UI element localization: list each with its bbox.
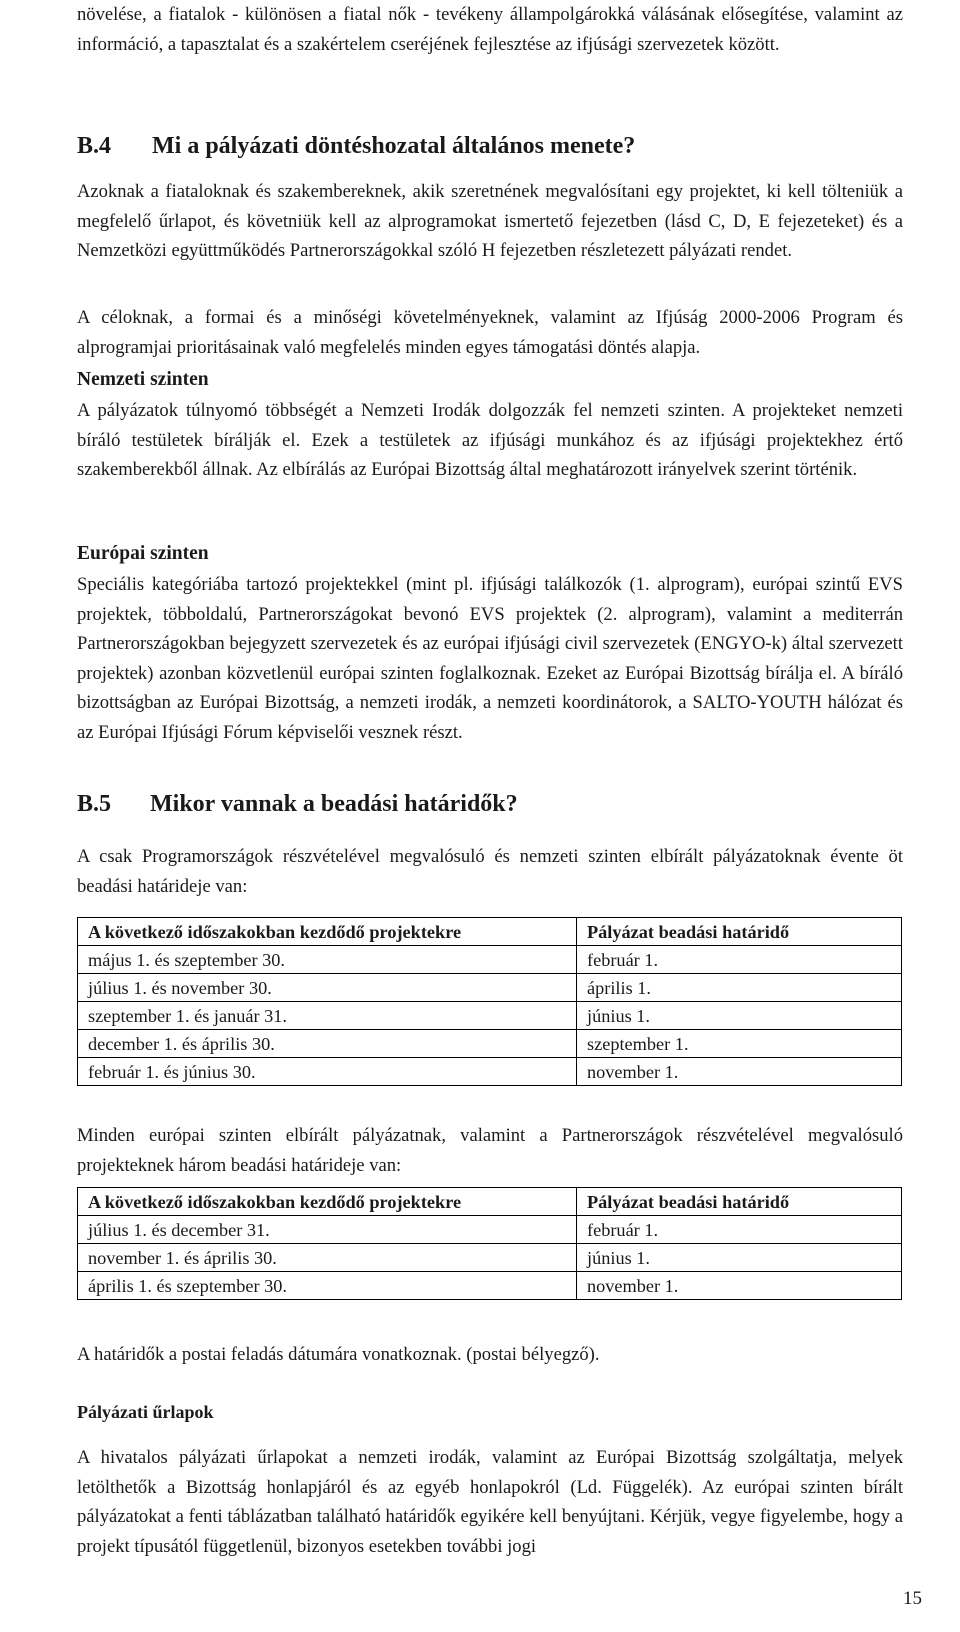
- table-cell: február 1.: [577, 946, 902, 974]
- section-b5-heading: [77, 789, 518, 819]
- table-header-cell: Pályázat beadási határidő: [577, 1188, 902, 1216]
- postmark-note: A határidők a postai feladás dátumára vonatkoznak. (postai bélyegző).: [77, 1344, 600, 1365]
- table-header-cell: A következő időszakokban kezdődő projektekre: [78, 918, 577, 946]
- national-level-paragraph: A pályázatok túlnyomó többségét a Nemzeti Irodák dolgozzák fel nemzeti szinten. A projekteket nemzeti bíráló testületek bírálják el. Ezek a testületek az ifjúsági munkához és az ifjúsági projektekhez értő szakemberekből állnak. Az elbírálás az Európai Bizottság által meghatározott irányelvek szerint történik.: [77, 400, 903, 480]
- deadline-table-national: [77, 917, 902, 1086]
- table-cell: július 1. és december 31.: [78, 1216, 577, 1244]
- table-header-row: [78, 918, 902, 946]
- section-b4-heading: [77, 131, 635, 161]
- table-row: [78, 1244, 902, 1272]
- table-row: [78, 946, 902, 974]
- table-row: [78, 1058, 902, 1086]
- deadline-table-european: [77, 1187, 902, 1300]
- b4-paragraph-2: A céloknak, a formai és a minőségi követelményeknek, valamint az Ifjúság 2000-2006 Program és alprogramjai prioritásainak való megfelelés minden egyes támogatási döntés alapja.: [77, 307, 903, 358]
- table-row: [78, 1030, 902, 1058]
- intro-tail-paragraph: növelése, a fiatalok - különösen a fiatal nők - tevékeny állampolgárokká válásának elősegítése, valamint az információ, a tapasztalat és a szakértelem cseréjének fejlesztése az ifjúsági szervezetek között.: [77, 4, 903, 55]
- table-cell: november 1.: [577, 1058, 902, 1086]
- table-cell: június 1.: [577, 1244, 902, 1272]
- table-cell: június 1.: [577, 1002, 902, 1030]
- table-cell: szeptember 1. és január 31.: [78, 1002, 577, 1030]
- application-forms-heading: Pályázati űrlapok: [77, 1402, 214, 1422]
- section-b5-number: B.5: [77, 791, 112, 817]
- b5-intro-1: A csak Programországok részvételével megvalósuló és nemzeti szinten elbírált pályázatoknak évente öt beadási határideje van:: [77, 846, 903, 897]
- table-cell: április 1.: [577, 974, 902, 1002]
- b4-paragraph-1: Azoknak a fiataloknak és szakembereknek, akik szeretnének megvalósítani egy projektet, ki kell tölteniük a megfelelő űrlapot, és követniük kell az alprogramokat ismertető fejezetben (lásd C, D, E fejezeteket) és a Nemzetközi együttműködés Partnerországokkal szóló H fejezetben részletezett pályázati rendet.: [77, 181, 903, 261]
- european-level-paragraph: Speciális kategóriába tartozó projektekkel (mint pl. ifjúsági találkozók (1. alprogram), európai szintű EVS projektek, többoldalú, Partnerországokat bevonó EVS projektek (2. alprogram), valamint a mediterrán Partnerországokban bejegyzett szervezetek és az európai ifjúsági civil szervezetek (ENGYO-k) által szervezett projektek) azonban közvetlenül európai szinten foglalkoznak. Ezeket az Európai Bizottság bírálja el. A bíráló bizottságban az Európai Bizottság, a nemzeti irodák, a nemzeti koordinátorok, a SALTO-YOUTH hálózat és az Európai Ifjúsági Fórum képviselői vesznek részt.: [77, 574, 903, 743]
- table-row: [78, 1272, 902, 1300]
- section-b4-title: Mi a pályázati döntéshozatal általános menete?: [152, 133, 636, 159]
- application-forms-paragraph: A hivatalos pályázati űrlapokat a nemzeti irodák, valamint az Európai Bizottság szolgáltatja, melyek letölthetők a Bizottság honlapjáról és az egyéb honlapokról (Ld. Függelék). Az európai szinten bírált pályázatokat a fenti táblázatban található határidők egyikére kell benyújtani. Kérjük, vegye figyelembe, hogy a projekt típusától függetlenül, bizonyos esetekben további jogi: [77, 1447, 903, 1557]
- table-header-cell: A következő időszakokban kezdődő projektekre: [78, 1188, 577, 1216]
- table-row: [78, 1216, 902, 1244]
- table-cell: december 1. és április 30.: [78, 1030, 577, 1058]
- table-header-cell: Pályázat beadási határidő: [577, 918, 902, 946]
- national-level-heading: Nemzeti szinten: [77, 369, 209, 390]
- table-row: [78, 974, 902, 1002]
- table-header-row: [78, 1188, 902, 1216]
- table-row: [78, 1002, 902, 1030]
- b5-intro-2: Minden európai szinten elbírált pályázatnak, valamint a Partnerországok részvételével megvalósuló projekteknek három beadási határideje van:: [77, 1125, 903, 1176]
- table-cell: április 1. és szeptember 30.: [78, 1272, 577, 1300]
- section-b4-number: B.4: [77, 133, 112, 159]
- table-cell: november 1.: [577, 1272, 902, 1300]
- table-cell: július 1. és november 30.: [78, 974, 577, 1002]
- table-cell: február 1.: [577, 1216, 902, 1244]
- european-level-heading: Európai szinten: [77, 543, 209, 564]
- page-number: 15: [903, 1588, 922, 1609]
- table-cell: november 1. és április 30.: [78, 1244, 577, 1272]
- table-cell: május 1. és szeptember 30.: [78, 946, 577, 974]
- table-cell: szeptember 1.: [577, 1030, 902, 1058]
- table-cell: február 1. és június 30.: [78, 1058, 577, 1086]
- section-b5-title: Mikor vannak a beadási határidők?: [150, 791, 518, 817]
